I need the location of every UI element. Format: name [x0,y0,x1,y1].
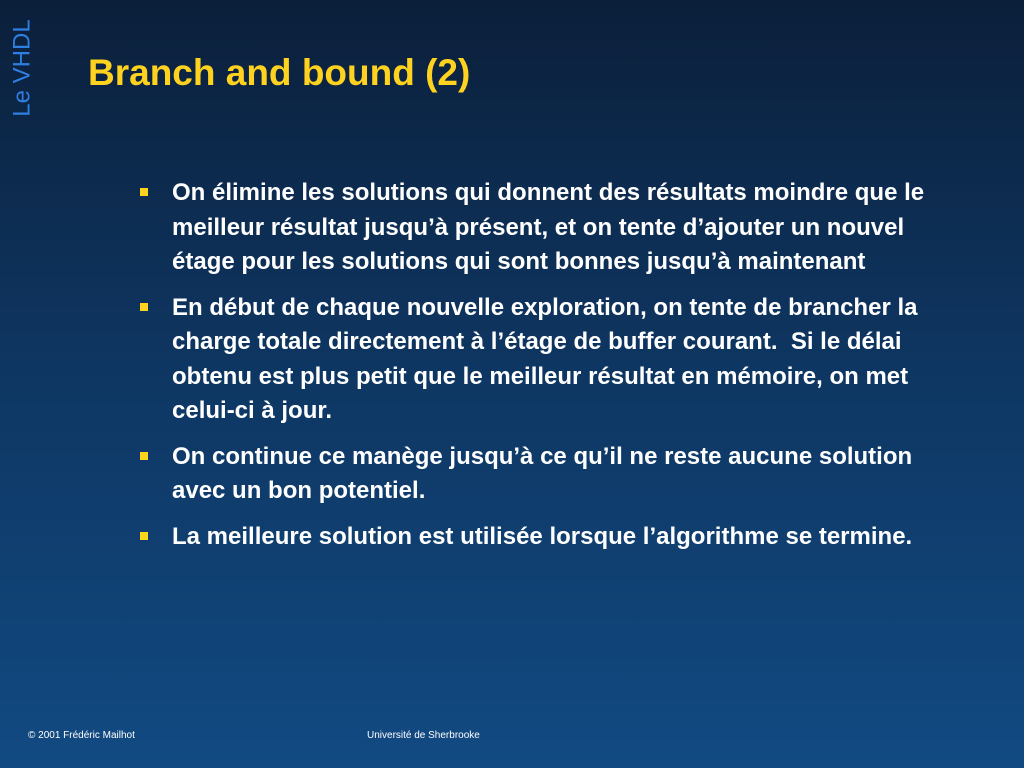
square-bullet-icon [140,303,152,311]
bullet-item [140,176,940,280]
footer-institution: Université de Sherbrooke [367,730,480,741]
side-label-text: Le VHDL [9,19,37,117]
bullet-text: La meilleure solution est utilisée lorsque l’algorithme se termine. [172,522,913,550]
bullet-text: On continue ce manège jusqu’à ce qu’il ne reste aucune solution avec un bon potentiel. [172,442,919,504]
square-bullet-icon [140,188,152,196]
side-label [8,8,38,128]
slide-title: Branch and bound (2) [88,52,471,93]
bullet-item [140,291,940,429]
square-bullet-icon [140,532,152,540]
bullet-text: On élimine les solutions qui donnent des résultats moindre que le meilleur résultat jusqu’à présent, et on tente d’ajouter un nouvel étage pour les solutions qui sont bonnes jusqu’à maintenant [172,179,931,275]
footer-copyright: © 2001 Frédéric Mailhot [28,730,135,741]
bullet-list [140,176,940,565]
square-bullet-icon [140,452,152,460]
bullet-item [140,440,940,509]
bullet-text: En début de chaque nouvelle exploration, on tente de brancher la charge totale directement à l’étage de buffer courant. Si le délai obtenu est plus petit que le meilleur résultat en mémoire, on met celui-ci à jour. [172,293,925,424]
bullet-item [140,520,940,555]
